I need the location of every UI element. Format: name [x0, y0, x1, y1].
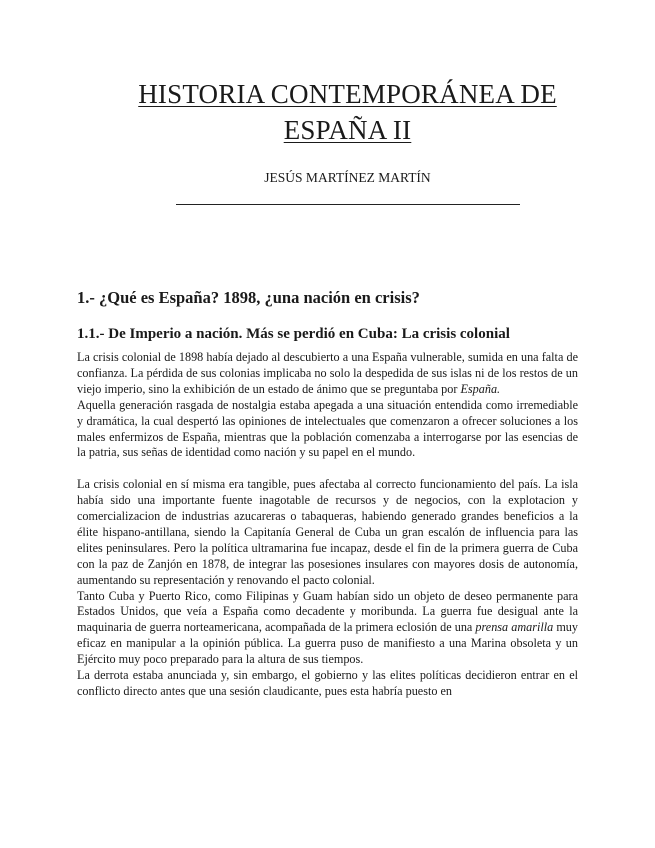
body-text: [77, 350, 578, 700]
title-line-1: HISTORIA CONTEMPORÁNEA DE: [138, 79, 557, 109]
title-divider: [176, 204, 520, 205]
paragraph-5: La derrota estaba anunciada y, sin embargo, el gobierno y las elites políticas decidieron entrar en el conflicto directo antes que una sesión claudicante, pues esta habría puesto en: [77, 668, 578, 699]
title-line-2: ESPAÑA II: [283, 115, 412, 145]
paragraph-4-text-b: muy eficaz en manipular a la opinión pública. La guerra puso de manifiesto a una Marina obsoleta y un Ejército muy poco preparado para la altura de sus tiempos.: [77, 620, 578, 667]
author-name: JESÚS MARTÍNEZ MARTÍN: [264, 170, 431, 185]
paragraph-4-emphasis: prensa amarilla: [475, 620, 554, 635]
paragraph-1-emphasis: España.: [460, 381, 501, 396]
paragraph-1: [77, 350, 578, 398]
paragraph-4: [77, 589, 578, 669]
paragraph-3: La crisis colonial en sí misma era tangible, pues afectaba al correcto funcionamiento del país. La isla había sido una importante fuente inagotable de recursos y de negocios, con la explotacion y comercializacion de industrias azucareras o tabaqueras, habiendo generado grandes beneficios a la élite hispano-antillana, siendo la Capitanía General de Cuba un gran escalón de influencia para las elites peninsulares. Pero la política ultramarina fue incapaz, desde el fin de la primera guerra de Cuba con la paz de Zanjón en 1878, de integrar las posesiones insulares con mayores dosis de autonomía, aumentando su representación y renovando el pacto colonial.: [77, 477, 578, 587]
paragraph-2: Aquella generación rasgada de nostalgia estaba apegada a una situación entendida como irremediable y dramática, la cual despertó las opiniones de intelectuales que comenzaron a ofrecer soluciones a los males enfermizos de España, mientras que la población comenzaba a interrogarse por las esencias de la patria, sus señas de identidad como nación y su papel en el mundo.: [77, 397, 578, 460]
document-title: [90, 76, 605, 148]
paragraph-4-text-a: Tanto Cuba y Puerto Rico, como Filipinas y Guam habían sido un objeto de deseo permanente para Estados Unidos, que veía a España como decadente y moribunda. La guerra fue desigual ante la maquinaria de guerra norteamericana, acompañada de la primera eclosión de una: [77, 588, 578, 635]
paragraph-1-text: La crisis colonial de 1898 había dejado al descubierto a una España vulnerable, sumida en una falta de confianza. La pérdida de sus colonias implicaba no solo la despedida de sus islas ni de los restos de un viejo imperio, sino la exhibición de un estado de ánimo que se preguntaba por: [77, 350, 578, 396]
section-heading: 1.- ¿Qué es España? 1898, ¿una nación en crisis?: [77, 288, 420, 307]
subsection-heading: 1.1.- De Imperio a nación. Más se perdió en Cuba: La crisis colonial: [77, 326, 510, 342]
